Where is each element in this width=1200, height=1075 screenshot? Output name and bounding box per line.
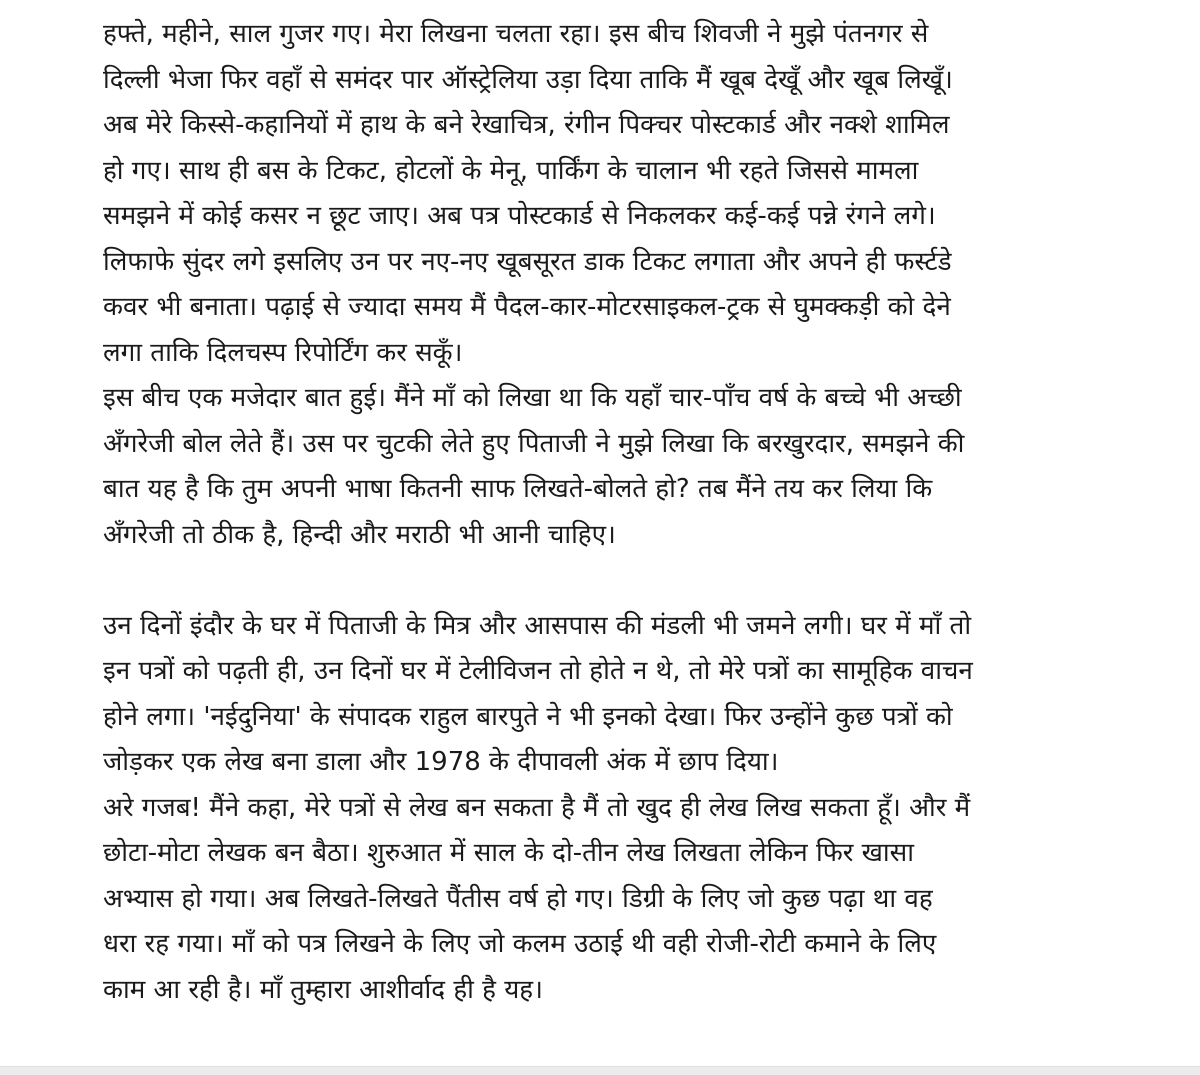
text-line: हफ्ते, महीने, साल गुजर गए। मेरा लिखना चलता रहा। इस बीच शिवजी ने मुझे पंतनगर से xyxy=(103,19,929,49)
text-line: दिल्ली भेजा फिर वहाँ से समंदर पार ऑस्ट्रेलिया उड़ा दिया ताकि मैं खूब देखूँ और खूब लिखूँ। xyxy=(103,64,953,95)
text-line: धरा रह गया। माँ को पत्र लिखने के लिए जो कलम उठाई थी वही रोजी-रोटी कमाने के लिए xyxy=(103,929,937,959)
paragraph-spacer xyxy=(103,558,1103,604)
paragraph-4 xyxy=(103,786,1103,1014)
article-body xyxy=(103,12,1103,1013)
text-line: कवर भी बनाता। पढ़ाई से ज्यादा समय मैं पैदल-कार-मोटरसाइकल-ट्रक से घुमक्कड़ी को देने xyxy=(103,292,951,322)
paragraph-2 xyxy=(103,376,1103,558)
page-bottom-edge xyxy=(0,1066,1200,1075)
text-line: अभ्यास हो गया। अब लिखते-लिखते पैंतीस वर्ष हो गए। डिग्री के लिए जो कुछ पढ़ा था वह xyxy=(103,883,933,914)
paragraph-3 xyxy=(103,604,1103,786)
text-line: अरे गजब! मैंने कहा, मेरे पत्रों से लेख बन सकता है मैं तो खुद ही लेख लिख सकता हूँ। और मैं xyxy=(103,792,971,823)
text-line: बात यह है कि तुम अपनी भाषा कितनी साफ लिखते-बोलते हो? तब मैंने तय कर लिया कि xyxy=(103,474,933,504)
text-line: हो गए। साथ ही बस के टिकट, होटलों के मेनू, पार्किंग के चालान भी रहते जिससे मामला xyxy=(103,155,919,186)
paragraph-1 xyxy=(103,12,1103,376)
text-line: इस बीच एक मजेदार बात हुई। मैंने माँ को लिखा था कि यहाँ चार-पाँच वर्ष के बच्चे भी अच्छी xyxy=(103,383,962,413)
text-line: अब मेरे किस्से-कहानियों में हाथ के बने रेखाचित्र, रंगीन पिक्चर पोस्टकार्ड और नक्शे शामिल xyxy=(103,110,950,140)
text-line: काम आ रही है। माँ तुम्हारा आशीर्वाद ही है यह। xyxy=(103,974,543,1005)
text-line: जोड़कर एक लेख बना डाला और 1978 के दीपावली अंक में छाप दिया। xyxy=(103,747,779,777)
text-line: अँगरेजी बोल लेते हैं। उस पर चुटकी लेते हुए पिताजी ने मुझे लिखा कि बरखुरदार, समझने की xyxy=(103,428,965,459)
text-line: छोटा-मोटा लेखक बन बैठा। शुरुआत में साल के दो-तीन लेख लिखता लेकिन फिर खासा xyxy=(103,838,914,868)
text-line: लिफाफे सुंदर लगे इसलिए उन पर नए-नए खूबसूरत डाक टिकट लगाता और अपने ही फर्स्टडे xyxy=(103,246,952,277)
text-line: अँगरेजी तो ठीक है, हिन्दी और मराठी भी आनी चाहिए। xyxy=(103,519,616,550)
text-line: लगा ताकि दिलचस्प रिपोर्टिंग कर सकूँ। xyxy=(103,337,463,368)
text-line: उन दिनों इंदौर के घर में पिताजी के मित्र और आसपास की मंडली भी जमने लगी। घर में माँ तो xyxy=(103,610,972,641)
text-line: होने लगा। 'नईदुनिया' के संपादक राहुल बारपुते ने भी इनको देखा। फिर उन्होंने कुछ पत्रों को xyxy=(103,701,953,732)
text-line: समझने में कोई कसर न छूट जाए। अब पत्र पोस्टकार्ड से निकलकर कई-कई पन्ने रंगने लगे। xyxy=(103,201,936,231)
text-line: इन पत्रों को पढ़ती ही, उन दिनों घर में टेलीविजन तो होते न थे, तो मेरे पत्रों का सामूहिक वाचन xyxy=(103,656,973,686)
